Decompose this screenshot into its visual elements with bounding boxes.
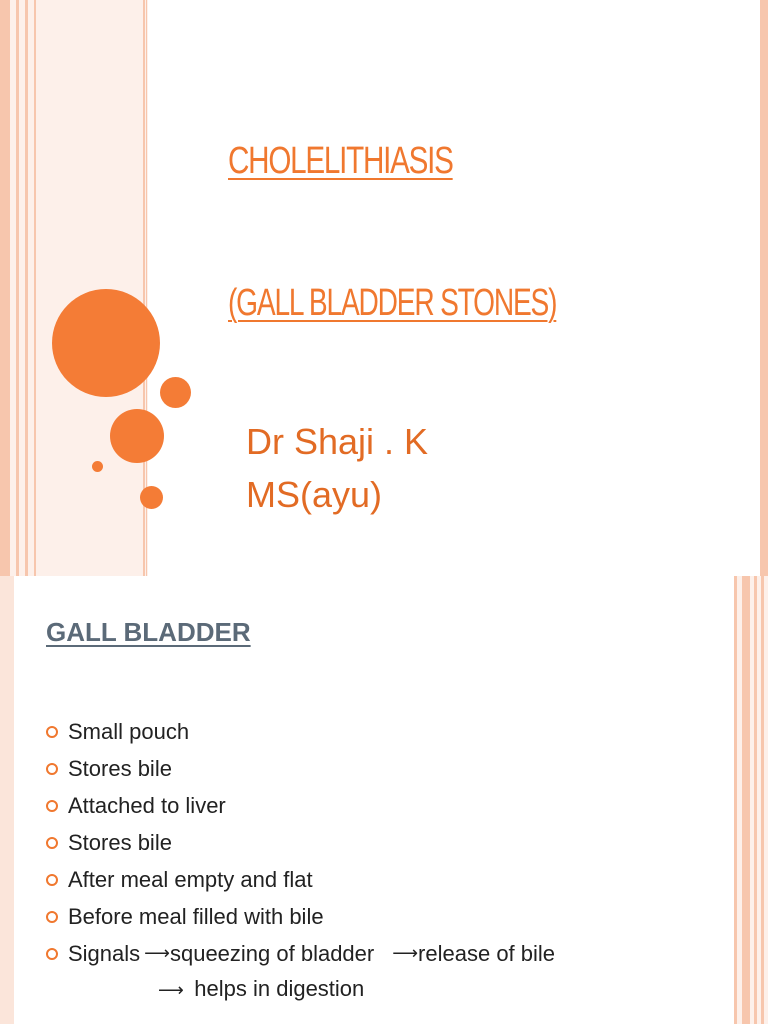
slide-title: CHOLELITHIASIS: [228, 140, 453, 182]
slide-subtitle: (GALL BLADDER STONES): [228, 282, 557, 324]
bullet-text: Small pouch: [68, 718, 190, 744]
decor-circle-small: [140, 486, 163, 509]
list-item: [46, 787, 555, 824]
list-item: [46, 713, 555, 750]
bullet-circle-icon: [46, 911, 58, 923]
author-name: Dr Shaji . K: [246, 421, 429, 462]
list-item-signals: [46, 935, 555, 972]
decor-circle-tiny: [92, 461, 103, 472]
decor-stripe: [734, 576, 737, 1024]
signals-label: Signals: [68, 940, 141, 966]
bullet-list: [46, 713, 555, 972]
decor-stripe: [25, 0, 28, 576]
bullet-circle-icon: [46, 726, 58, 738]
bullet-circle-icon: [46, 837, 58, 849]
decor-stripe: [761, 576, 764, 1024]
bullet-text: Attached to liver: [68, 792, 226, 818]
decor-stripe: [34, 0, 36, 576]
decor-circle-large: [52, 289, 160, 397]
bullet-text: Stores bile: [68, 829, 172, 855]
bullet-text: Stores bile: [68, 755, 172, 781]
list-item: [46, 750, 555, 787]
decor-circle-small: [160, 377, 191, 408]
signals-step-3: helps in digestion: [194, 976, 365, 1001]
author-degree: MS(ayu): [246, 474, 383, 515]
signals-continuation: [158, 976, 364, 1002]
decor-stripe: [742, 576, 750, 1024]
right-arrow-icon: ⟶: [158, 980, 184, 1001]
content-slide: [0, 576, 768, 1024]
signals-step-2: release of bile: [418, 940, 556, 966]
decor-stripe: [754, 576, 757, 1024]
bullet-circle-icon: [46, 874, 58, 886]
left-decor-band: [0, 576, 14, 1024]
signals-step-1: squeezing of bladder: [169, 940, 375, 966]
decor-stripe: [760, 0, 768, 576]
decor-stripe: [16, 0, 19, 576]
bullet-circle-icon: [46, 763, 58, 775]
slide-heading: GALL BLADDER: [46, 617, 251, 647]
list-item: [46, 824, 555, 861]
list-item: [46, 898, 555, 935]
right-arrow-icon: ⟶: [392, 943, 419, 964]
decor-circle-medium: [110, 409, 164, 463]
bullet-text: Before meal filled with bile: [68, 903, 324, 929]
bullet-circle-icon: [46, 800, 58, 812]
bullet-circle-icon: [46, 948, 58, 960]
bullet-text: After meal empty and flat: [68, 866, 313, 892]
left-decor-band: [0, 0, 148, 576]
list-item: [46, 861, 555, 898]
right-arrow-icon: ⟶: [144, 943, 170, 964]
decor-stripe: [0, 0, 10, 576]
